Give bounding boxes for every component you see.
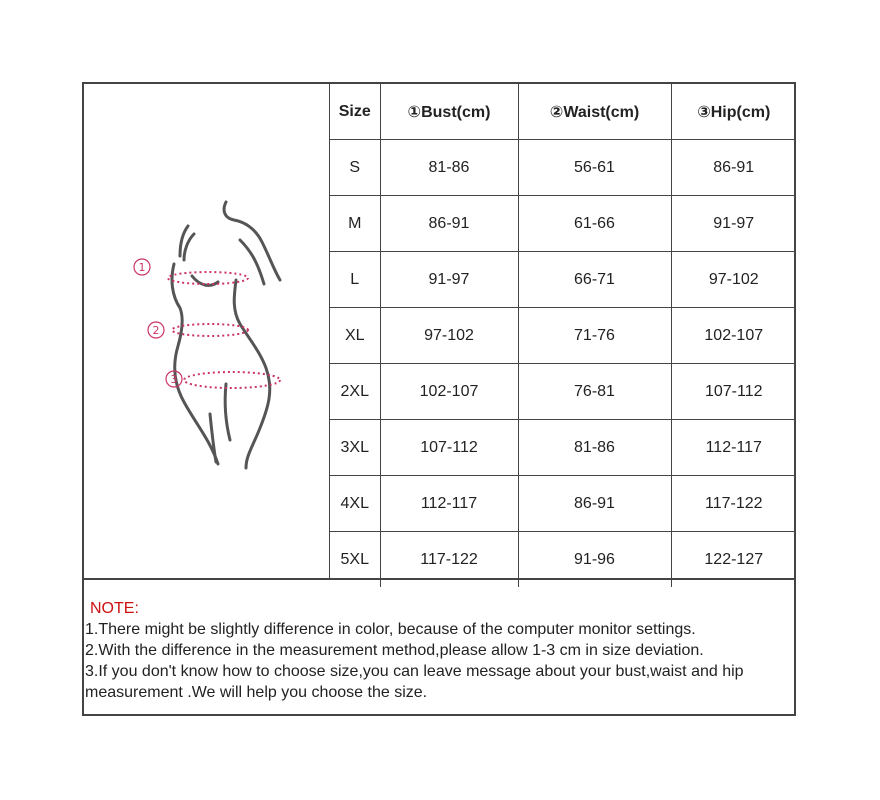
table-row [330,476,796,532]
cell-bust: 97-102 [380,308,518,364]
table-row [330,252,796,308]
cell-size: S [330,140,380,196]
cell-bust: 107-112 [380,420,518,476]
cell-hip: 86-91 [671,140,796,196]
cell-bust: 112-117 [380,476,518,532]
note-line: 1.There might be slightly difference in color, because of the computer monitor settings. [85,621,696,638]
cell-hip: 112-117 [671,420,796,476]
cell-size: XL [330,308,380,364]
table-row [330,196,796,252]
header-size: Size [330,84,380,140]
cell-hip: 102-107 [671,308,796,364]
cell-size: L [330,252,380,308]
note-title: NOTE: [90,600,139,617]
table-row [330,140,796,196]
cell-waist: 56-61 [518,140,671,196]
cell-size: 3XL [330,420,380,476]
header-bust: ①Bust(cm) [380,84,518,140]
svg-text:1: 1 [138,261,146,274]
size-chart [82,82,796,716]
cell-size: 4XL [330,476,380,532]
cell-waist: 91-96 [518,532,671,588]
cell-bust: 117-122 [380,532,518,588]
cell-size: 5XL [330,532,380,588]
cell-size: M [330,196,380,252]
note-line: 3.If you don't know how to choose size,you can leave message about your bust,waist and hip [85,663,744,680]
table-row [330,420,796,476]
cell-hip: 97-102 [671,252,796,308]
cell-bust: 81-86 [380,140,518,196]
cell-hip: 122-127 [671,532,796,588]
note-line: 2.With the difference in the measurement method,please allow 1-3 cm in size deviation. [85,642,704,659]
cell-hip: 107-112 [671,364,796,420]
body-silhouette-icon [84,84,330,578]
cell-waist: 76-81 [518,364,671,420]
svg-text:3: 3 [170,373,178,386]
cell-waist: 61-66 [518,196,671,252]
table-row [330,308,796,364]
cell-waist: 81-86 [518,420,671,476]
note-line: measurement .We will help you choose the size. [85,684,428,701]
size-table [330,84,796,587]
table-header-row [330,84,796,140]
cell-bust: 86-91 [380,196,518,252]
cell-waist: 86-91 [518,476,671,532]
cell-hip: 117-122 [671,476,796,532]
body-measurement-figure [84,84,330,578]
cell-size: 2XL [330,364,380,420]
cell-waist: 71-76 [518,308,671,364]
cell-waist: 66-71 [518,252,671,308]
table-row [330,364,796,420]
header-hip: ③Hip(cm) [671,84,796,140]
cell-bust: 91-97 [380,252,518,308]
cell-hip: 91-97 [671,196,796,252]
header-waist: ②Waist(cm) [518,84,671,140]
svg-text:2: 2 [152,324,160,337]
cell-bust: 102-107 [380,364,518,420]
notes-section [84,578,794,716]
